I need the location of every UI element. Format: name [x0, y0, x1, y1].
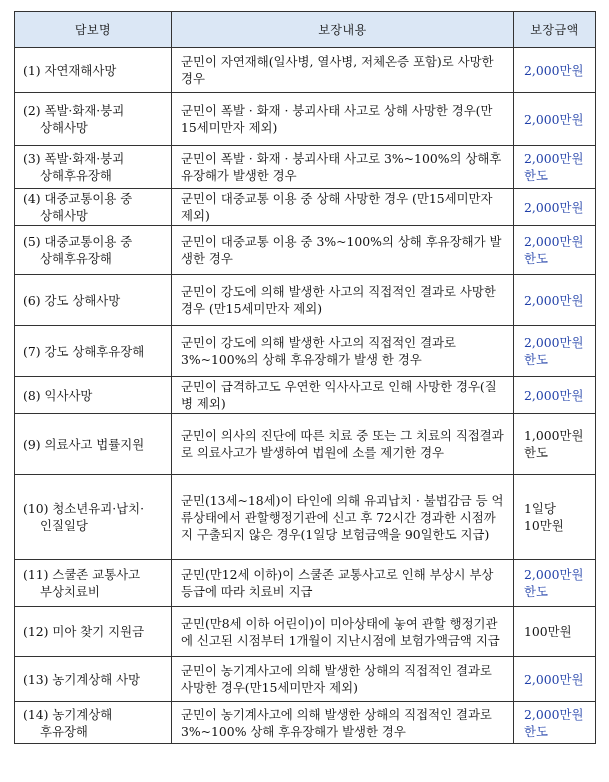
coverage-name-cell — [15, 189, 172, 226]
coverage-name-cell — [15, 275, 172, 326]
coverage-amount: 2,000만원 — [524, 62, 584, 78]
coverage-amount-line2: 10만원 — [524, 518, 564, 533]
coverage-amount-cell — [514, 560, 596, 607]
coverage-amount: 2,000만원 — [524, 234, 584, 249]
coverage-amount-line2: 한도 — [524, 723, 548, 739]
coverage-amount-cell — [514, 93, 596, 146]
table-row — [15, 93, 596, 146]
coverage-name-cell — [15, 48, 172, 93]
table-row — [15, 657, 596, 702]
coverage-amount: 1일당 — [524, 501, 556, 516]
coverage-name-cell — [15, 414, 172, 475]
coverage-name: (11) 스쿨존 교통사고 — [23, 567, 141, 582]
coverage-name: (13) 농기계상해 사망 — [23, 671, 141, 687]
coverage-amount-cell — [514, 657, 596, 702]
coverage-description: 군민이 폭발 · 화재 · 붕괴사태 사고로 상해 사망한 경우(만15세미만자 제외) — [172, 93, 514, 146]
coverage-name-cell — [15, 657, 172, 702]
coverage-amount-line2: 한도 — [524, 584, 548, 599]
coverage-description: 군민이 급격하고도 우연한 익사사고로 인해 사망한 경우(질병 제외) — [172, 377, 514, 414]
coverage-description: 군민이 대중교통 이용 중 상해 사망한 경우 (만15세미만자 제외) — [172, 189, 514, 226]
coverage-amount: 2,000만원 — [524, 387, 584, 403]
coverage-amount-line2: 한도 — [524, 251, 548, 266]
header-amount: 보장금액 — [514, 12, 596, 48]
coverage-amount-cell — [514, 189, 596, 226]
coverage-description: 군민이 의사의 진단에 따른 치료 중 또는 그 치료의 직접결과로 의료사고가 발생하여 법원에 소를 제기한 경우 — [172, 414, 514, 475]
table-body — [15, 48, 596, 744]
coverage-amount-line2: 한도 — [524, 168, 548, 183]
coverage-amount-cell — [514, 607, 596, 657]
coverage-amount-cell — [514, 377, 596, 414]
coverage-name: (14) 농기계상해 — [23, 706, 113, 722]
coverage-description: 군민이 강도에 의해 발생한 사고의 직접적인 결과로 사망한 경우 (만15세미만자 제외) — [172, 275, 514, 326]
table-row — [15, 377, 596, 414]
coverage-name-cell — [15, 93, 172, 146]
coverage-name: (10) 청소년유괴·납치· — [23, 501, 145, 516]
coverage-amount-line2: 한도 — [524, 445, 548, 460]
coverage-amount: 2,000만원 — [524, 567, 584, 582]
coverage-name-line2: 후유장해 — [40, 723, 88, 739]
table-row — [15, 146, 596, 189]
coverage-name: (9) 의료사고 법률지원 — [23, 436, 145, 452]
table-row — [15, 702, 596, 744]
coverage-amount: 2,000만원 — [524, 111, 584, 127]
coverage-name-cell — [15, 377, 172, 414]
coverage-description: 군민이 농기계사고에 의해 발생한 상해의 직접적인 결과로 3%~100% 상해 후유장해가 발생한 경우 — [172, 702, 514, 744]
coverage-amount-cell — [514, 146, 596, 189]
coverage-name-line2: 부상치료비 — [40, 584, 100, 599]
coverage-name-cell — [15, 560, 172, 607]
table-row — [15, 326, 596, 377]
table-row — [15, 414, 596, 475]
coverage-description: 군민이 강도에 의해 발생한 사고의 직접적인 결과로 3%~100%의 상해 후유장해가 발생 한 경우 — [172, 326, 514, 377]
coverage-name-line2: 상해후유장해 — [40, 168, 112, 183]
coverage-description: 군민(만12세 이하)이 스쿨존 교통사고로 인해 부상시 부상등급에 따라 치료비 지급 — [172, 560, 514, 607]
table-row — [15, 226, 596, 275]
table-row — [15, 275, 596, 326]
coverage-name: (6) 강도 상해사망 — [23, 292, 121, 308]
coverage-name: (3) 폭발·화재·붕괴 — [23, 151, 125, 166]
coverage-name: (4) 대중교통이용 중 — [23, 191, 133, 206]
coverage-name-cell — [15, 326, 172, 377]
header-name: 담보명 — [15, 12, 172, 48]
coverage-amount-line2: 한도 — [524, 352, 548, 367]
coverage-name: (1) 자연재해사망 — [23, 62, 117, 78]
coverage-name: (2) 폭발·화재·붕괴 — [23, 103, 125, 118]
table-row — [15, 48, 596, 93]
coverage-amount-cell — [514, 475, 596, 560]
header-row — [15, 12, 596, 48]
coverage-amount: 2,000만원 — [524, 335, 584, 350]
coverage-description: 군민(만8세 이하 어린이)이 미아상태에 놓여 관할 행정기관에 신고된 시점부터 1개월이 지난시점에 보험가액금액 지급 — [172, 607, 514, 657]
coverage-amount-cell — [514, 226, 596, 275]
coverage-amount-cell — [514, 275, 596, 326]
coverage-amount-cell — [514, 414, 596, 475]
coverage-description: 군민이 자연재해(일사병, 열사병, 저체온증 포함)로 사망한 경우 — [172, 48, 514, 93]
table-row — [15, 475, 596, 560]
coverage-name: (7) 강도 상해후유장해 — [23, 343, 145, 359]
table-row — [15, 189, 596, 226]
coverage-amount: 2,000만원 — [524, 706, 584, 722]
coverage-name: (8) 익사사망 — [23, 387, 93, 403]
coverage-name-cell — [15, 226, 172, 275]
coverage-name-line2: 인질일당 — [40, 518, 88, 533]
coverage-amount: 2,000만원 — [524, 292, 584, 308]
coverage-description: 군민이 대중교통 이용 중 3%~100%의 상해 후유장해가 발생한 경우 — [172, 226, 514, 275]
coverage-amount-cell — [514, 326, 596, 377]
coverage-name-cell — [15, 607, 172, 657]
coverage-amount: 2,000만원 — [524, 151, 584, 166]
coverage-name-line2: 상해사망 — [40, 208, 88, 223]
coverage-amount-cell — [514, 702, 596, 744]
coverage-amount: 2,000만원 — [524, 671, 584, 687]
header-content: 보장내용 — [172, 12, 514, 48]
coverage-amount: 1,000만원 — [524, 428, 584, 443]
coverage-name-cell — [15, 146, 172, 189]
coverage-name-cell — [15, 702, 172, 744]
coverage-amount-cell — [514, 48, 596, 93]
coverage-description: 군민이 폭발 · 화재 · 붕괴사태 사고로 3%~100%의 상해후유장해가 발생한 경우 — [172, 146, 514, 189]
coverage-description: 군민이 농기계사고에 의해 발생한 상해의 직접적인 결과로 사망한 경우(만15세미만자 제외) — [172, 657, 514, 702]
coverage-name: (5) 대중교통이용 중 — [23, 234, 133, 249]
coverage-description: 군민(13세~18세)이 타인에 의해 유괴납치 · 불법감금 등 억류상태에서 관할행정기관에 신고 후 72시간 경과한 시점까지 구출되지 않은 경우(1일당 보험금액을 90일한도 지급) — [172, 475, 514, 560]
coverage-amount: 100만원 — [524, 624, 572, 639]
table-row — [15, 560, 596, 607]
coverage-table — [14, 11, 596, 744]
coverage-name: (12) 미아 찾기 지원금 — [23, 624, 145, 639]
coverage-name-line2: 상해사망 — [40, 120, 88, 135]
table-row — [15, 607, 596, 657]
coverage-name-line2: 상해후유장해 — [40, 251, 112, 266]
coverage-name-cell — [15, 475, 172, 560]
coverage-amount: 2,000만원 — [524, 199, 584, 215]
